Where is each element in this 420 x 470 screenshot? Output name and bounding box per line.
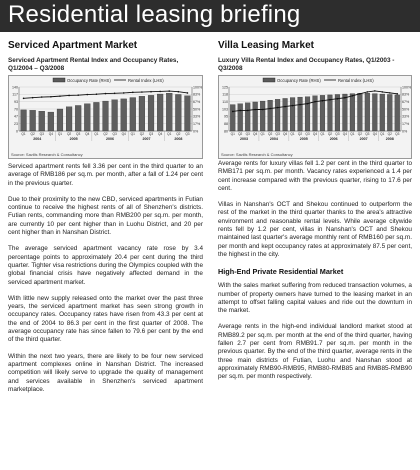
x-tick-label: Q3 [148,132,154,137]
legend-label-occupancy: Occupancy Rate (RHS) [67,78,111,83]
right-chart-title: Luxury Villa Rental Index and Occupancy Rates, Q1/2003 - Q3/2008 [218,57,395,72]
legend-label-rental-index: Rental Index (LHS) [128,78,164,83]
occupancy-bar [75,105,81,131]
x-tick-label: Q1 [94,132,99,137]
left-paragraph-4: With little new supply released onto the market over the past three years, the serviced apartment market has seen strong growth in occupancy rates. Occupancy rates have risen from 43.3 per cent at the end of 2004 to 86.3 per cent in the first quarter of 2008. The average occupancy rate has since fallen to 79.6 per cent by the end of the third quarter. [8,294,203,344]
rental-index-point [168,90,170,92]
y-tick-right: 0% [402,129,408,134]
x-tick-label: Q2 [357,132,363,137]
occupancy-bar [343,94,348,131]
x-tick-label: Q1 [230,132,235,137]
y-tick-right: 17% [193,122,201,127]
occupancy-bar [121,99,127,131]
occupancy-bar [260,101,265,131]
y-tick-left: 23 [14,122,18,127]
x-year-label: 2008 [174,137,183,141]
x-tick-label: Q3 [305,132,310,137]
rental-index-point [352,95,354,97]
x-tick-label: Q2 [238,132,243,137]
x-year-label: 2004 [33,137,42,141]
rental-index-point [277,107,279,109]
x-tick-label: Q3 [76,132,81,137]
occupancy-bar [230,105,235,131]
right-chart-source: Source: Savills Research & Consultancy [221,152,293,157]
x-tick-label: Q1 [260,132,265,137]
left-paragraph-3: The average serviced apartment vacancy rate rose by 3.4 percentage points to approximately 20.4 per cent during the third quarter. Tighter visa restrictions during the Olympics coupled with the global financial crisis have negatively affected demand in the serviced apartment market. [8,245,204,286]
rental-index-point [96,93,98,95]
serviced-apartment-chart [9,76,202,146]
x-tick-label: Q1 [290,132,295,137]
occupancy-bar [21,110,27,131]
rental-index-point [59,95,61,97]
left-paragraph-5: Within the next two years, there are likely to be four new serviced apartment complexes online in Nanshan District. The increased competition will likely serve to upgrade the quality of management and services available in Shenzhen's serviced apartment marketplace. [8,352,203,393]
occupancy-bar [283,98,288,131]
y-tick-right: 67% [402,100,410,105]
x-tick-label: Q1 [21,132,26,137]
rental-index-point [314,101,316,103]
x-tick-label: Q2 [176,132,181,137]
x-tick-label: Q4 [312,132,318,137]
occupancy-bar [166,93,172,131]
x-tick-label: Q3 [185,132,190,137]
x-year-label: 2005 [299,137,308,141]
rental-index-point [105,93,107,95]
left-paragraph-1: Serviced apartment rents fell 3.36 per cent in the third quarter to an average of RMB186 per sq.m. per month, after a fall of 1.24 per cent in the previous quarter. [8,163,203,187]
x-tick-label: Q3 [245,132,250,137]
occupancy-bar [93,102,99,131]
rental-index-point [239,110,241,112]
rental-index-point [322,100,324,102]
occupancy-bar [66,107,72,131]
x-tick-label: Q4 [253,132,258,137]
x-year-label: 2004 [269,137,278,141]
rental-index-point [396,93,398,95]
occupancy-bar [148,95,154,131]
rental-index-point [187,92,189,94]
occupancy-bar [185,96,191,131]
x-tick-label: Q3 [275,132,280,137]
x-tick-label: Q4 [85,132,90,137]
y-tick-left: 88 [224,122,228,127]
y-tick-right: 100% [193,85,202,90]
left-chart-source: Source: Savills Research & Consultancy [11,152,83,157]
rental-index-point [247,110,249,112]
rental-index-point [132,92,134,94]
serviced-apartment-heading: Serviced Apartment Market [8,40,138,51]
x-tick-label: Q4 [48,132,54,137]
occupancy-bar [395,95,400,131]
rental-index-point [150,91,152,93]
y-tick-right: 50% [193,107,201,112]
rental-index-point [284,106,286,108]
rental-index-point [367,91,369,93]
x-tick-label: Q1 [57,132,63,137]
occupancy-bar [298,97,303,131]
occupancy-bar [57,109,63,131]
y-tick-left: 117 [12,92,18,97]
occupancy-bar [380,94,385,131]
occupancy-bar [175,94,181,131]
x-tick-label: Q1 [130,132,135,137]
occupancy-bar [365,93,370,131]
right-column [218,40,412,390]
left-paragraph-2: Due to their proximity to the new CBD, serviced apartments in Futian continue to receive the highest rents of all of Shenzhen's districts. Futian rents, commanding more than RMB200 per sq.m. per month, are currently 10 per cent higher than in Luohu District, and 20 per cent higher than in Nanshan District. [8,195,203,237]
occupancy-bar [335,94,340,131]
right-paragraph-1: Average rents for luxury villas fell 1.2 per cent in the third quarter to RMB171 per sq.m. per month. Vacancy rates experienced a 1.4 per cent increase compared with the previous quarter, rising to 17.6 per cent. [218,160,412,192]
occupancy-bar [112,100,118,131]
occupancy-bar [268,100,273,131]
y-tick-left: 110 [222,100,228,105]
occupancy-bar [245,103,250,131]
occupancy-bar [290,98,295,131]
occupancy-bar [238,104,243,131]
x-tick-label: Q2 [267,132,273,137]
rental-index-point [382,91,384,93]
rental-index-point [68,95,70,97]
x-year-label: 2006 [329,137,338,141]
rental-index-point [307,103,309,105]
rental-index-point [77,94,79,96]
y-tick-right: 83% [193,92,201,97]
x-year-label: 2008 [385,137,394,141]
rental-index-point [123,92,125,94]
villa-leasing-chart [219,76,411,146]
occupancy-bar [139,96,145,131]
y-tick-left: 70 [14,107,18,112]
rental-index-point [262,109,264,111]
right-paragraph-2: Villas in Nanshan's OCT and Shekou continued to outperform the rest of the market in the third quarter thanks to the area's attractive environment and reasonable rental levels. While average citywide rents fell by 1.2 per cent, villas in Nanshan's OCT and Shekou maintained last quarter's average monthly rent of RMB160 per sq.m. per month and kept occupancy rates at approximately 87.5 per cent, the highest in the city. [218,201,412,258]
occupancy-bar [275,99,280,131]
y-tick-left: 80 [224,129,228,134]
y-tick-left: 47 [14,114,18,119]
x-tick-label: Q2 [66,132,72,137]
rental-index-point [86,94,88,96]
x-year-label: 2003 [239,137,248,141]
x-tick-label: Q2 [30,132,35,137]
legend-swatch-occupancy [53,78,65,82]
x-tick-label: Q2 [387,132,392,137]
rental-index-point [389,92,391,94]
x-tick-label: Q4 [372,132,377,137]
rental-index-point [23,98,25,100]
occupancy-bar [48,112,54,131]
occupancy-bar [305,97,310,131]
legend-label-occupancy: Occupancy Rate (RHS) [277,78,321,83]
x-tick-label: Q1 [380,132,385,137]
y-tick-left: 140 [12,85,18,90]
page-title: Residential leasing briefing [8,1,301,28]
rental-index-point [232,111,234,113]
left-chart-title: Serviced Apartment Rental Index and Occupancy Rates, Q1/2004 – Q3/2008 [8,57,179,72]
x-tick-label: Q1 [320,132,325,137]
right-paragraph-4: Average rents in the high-end individual landlord market stood at RMB89.2 per sq.m. per month at the end of the third quarter, having fallen 2.7 per cent from RMB91.7 per sq.m. per month in the previous quarter. By the end of the third quarter, average rents in the three main districts of Futian, Luohu and Nanshan stood at approximately RMB90-RMB95, RMB80-RMB85 and RMB85-RMB90 per sq.m. per month respectively. [218,323,412,381]
x-tick-label: Q3 [112,132,117,137]
x-tick-label: Q2 [139,132,145,137]
x-year-label: 2006 [106,137,115,141]
occupancy-bar [357,93,362,131]
occupancy-bar [372,94,377,131]
y-tick-right: 100% [402,85,411,90]
high-end-residential-heading: High-End Private Residential Market [218,267,344,277]
occupancy-bar [253,102,258,131]
y-tick-right: 50% [402,107,410,112]
y-tick-left: 125 [222,85,228,90]
rental-index-point [359,93,361,95]
x-tick-label: Q4 [282,132,288,137]
occupancy-bar [30,110,36,131]
x-tick-label: Q3 [335,132,340,137]
left-column [8,40,203,402]
rental-index-point [32,97,34,99]
occupancy-bar [350,94,355,131]
rental-index-point [114,92,116,94]
legend-label-rental-index: Rental Index (LHS) [338,78,374,83]
rental-index-point [50,96,52,98]
y-tick-right: 0% [193,129,199,134]
x-year-label: 2007 [142,137,151,141]
occupancy-bar [387,94,392,131]
rental-index-point [254,109,256,111]
x-tick-label: Q2 [103,132,108,137]
y-tick-left: 95 [224,114,228,119]
x-year-label: 2005 [69,137,78,141]
y-tick-right: 67% [193,100,201,105]
occupancy-bar [39,111,45,131]
occupancy-bar [157,94,163,131]
x-tick-label: Q4 [342,132,348,137]
y-tick-left: 118 [222,92,228,97]
rental-index-point [159,91,161,93]
x-tick-label: Q4 [121,132,126,137]
y-tick-left: 103 [222,107,228,112]
x-tick-label: Q3 [395,132,400,137]
x-year-label: 2007 [359,137,368,141]
x-tick-label: Q2 [297,132,303,137]
x-tick-label: Q1 [167,132,172,137]
rental-index-point [337,98,339,100]
x-tick-label: Q4 [157,132,163,137]
y-tick-right: 33% [193,114,201,119]
rental-index-point [374,90,376,92]
rental-index-point [344,97,346,99]
rental-index-point [329,99,331,101]
occupancy-bar [84,104,90,131]
x-tick-label: Q2 [327,132,333,137]
rental-index-point [141,91,143,93]
villa-leasing-heading: Villa Leasing Market [218,40,314,51]
y-tick-right: 83% [402,92,410,97]
occupancy-bar [130,98,136,131]
rental-index-point [178,91,180,93]
rental-index-point [41,96,43,98]
rental-index-point [269,108,271,110]
header-banner [0,0,420,32]
x-tick-label: Q3 [39,132,44,137]
y-tick-right: 33% [402,114,410,119]
x-tick-label: Q3 [365,132,370,137]
legend-swatch-occupancy [263,78,275,82]
x-tick-label: Q1 [350,132,355,137]
y-tick-left: 93 [14,100,18,105]
right-paragraph-3: With the sales market suffering from reduced transaction volumes, a number of property owners have turned to the leasing market in an attempt to offset falling capital values and ride out the downturn in the market. [218,282,412,315]
rental-index-point [299,104,301,106]
rental-index-point [292,105,294,107]
y-tick-left: 0 [16,129,18,134]
left-chart-box [8,75,203,159]
right-chart-box [218,75,412,159]
occupancy-bar [103,101,109,131]
y-tick-right: 17% [402,122,410,127]
